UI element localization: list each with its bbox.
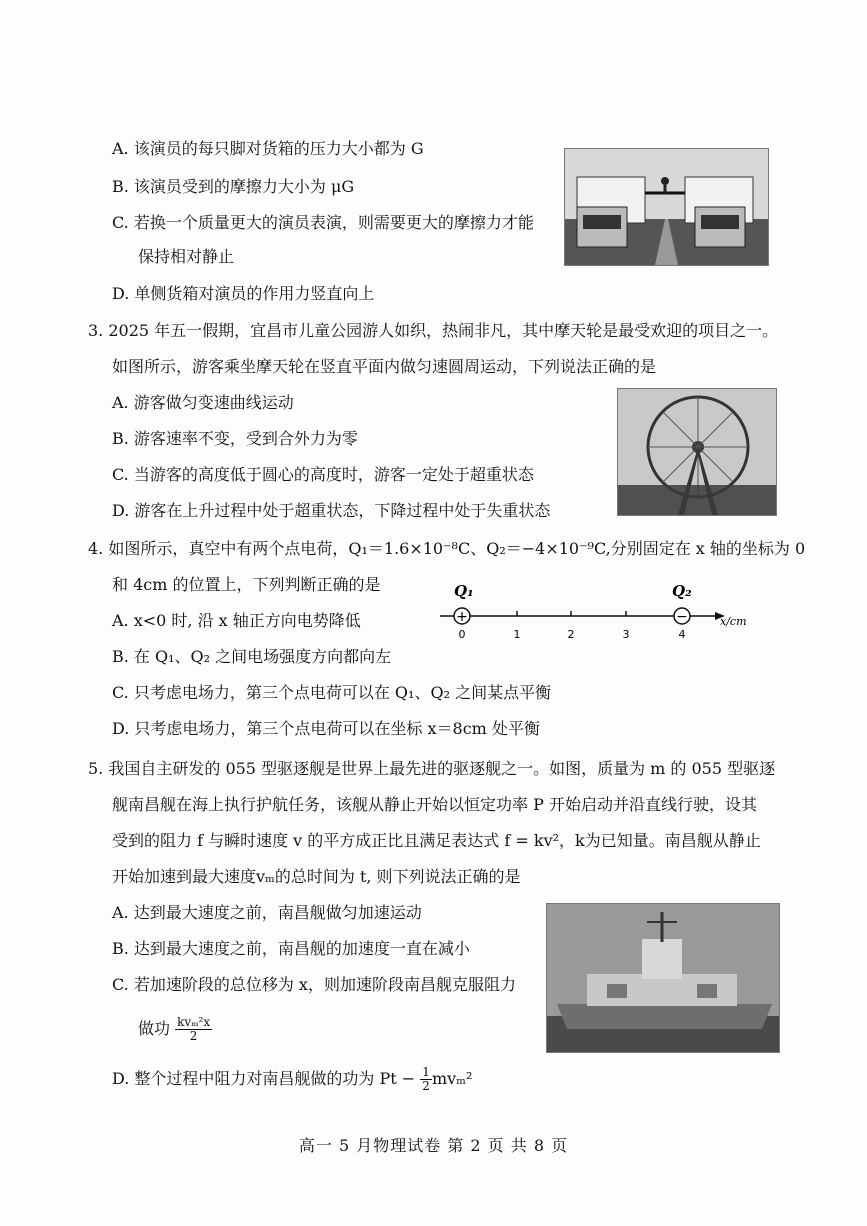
q5-c-prefix: 做功 (138, 1019, 171, 1038)
q5-stem-3: 受到的阻力 f 与瞬时速度 v 的平方成正比且满足表达式 f = kv²，k为已知量。南昌舰从静止 (112, 831, 761, 850)
q3-option-d: D. 游客在上升过程中处于超重状态，下降过程中处于失重状态 (112, 501, 551, 520)
q5-c-numerator: kvₘ²x (177, 1015, 211, 1029)
q5-stem-4: 开始加速到最大速度vₘ的总时间为 t, 则下列说法正确的是 (112, 867, 521, 886)
q5-option-b: B. 达到最大速度之前，南昌舰的加速度一直在减小 (112, 939, 470, 958)
q3-option-a: A. 游客做匀变速曲线运动 (112, 393, 294, 412)
minus-icon: − (676, 609, 688, 625)
axis-label: x/cm (720, 615, 747, 628)
q5-option-a: A. 达到最大速度之前，南昌舰做匀加速运动 (112, 903, 422, 922)
q2-option-d: D. 单侧货箱对演员的作用力竖直向上 (112, 284, 375, 303)
destroyer-photo (546, 903, 780, 1053)
q5-d-suffix: mvₘ² (431, 1069, 473, 1088)
tick-label-0: 0 (458, 628, 466, 641)
q4-stem-2: 和 4cm 的位置上，下列判断正确的是 (112, 575, 381, 594)
q4-option-c: C. 只考虑电场力，第三个点电荷可以在 Q₁、Q₂ 之间某点平衡 (112, 683, 552, 702)
q4-option-a: A. x<0 时, 沿 x 轴正方向电势降低 (112, 611, 361, 630)
q4-option-d: D. 只考虑电场力，第三个点电荷可以在坐标 x＝8cm 处平衡 (112, 719, 540, 738)
q3-option-b: B. 游客速率不变，受到合外力为零 (112, 429, 358, 448)
charge-axis-diagram (430, 578, 770, 652)
q5-option-d (112, 1066, 472, 1093)
page-footer: 高一 5 月物理试卷 第 2 页 共 8 页 (298, 1136, 569, 1155)
q5-d-numerator: 1 (422, 1065, 430, 1079)
q5-stem-1: 5. 我国自主研发的 055 型驱逐舰是世界上最先进的驱逐舰之一。如图，质量为 m 的 055 型驱逐 (88, 759, 776, 778)
tick-label-4: 4 (678, 628, 686, 641)
q1-label: Q₁ (454, 582, 474, 600)
q5-d-prefix: D. 整个过程中阻力对南昌舰做的功为 Pt − (112, 1069, 421, 1088)
plus-icon: + (456, 609, 468, 625)
tick-label-1: 1 (513, 628, 521, 641)
q3-stem-1: 3. 2025 年五一假期，宜昌市儿童公园游人如织，热闹非凡，其中摩天轮是最受欢迎的项目之一。 (88, 321, 779, 340)
tick-label-3: 3 (622, 628, 630, 641)
q3-stem-2: 如图所示，游客乘坐摩天轮在竖直平面内做匀速圆周运动，下列说法正确的是 (112, 357, 657, 376)
q2-label: Q₂ (672, 582, 692, 600)
q5-option-c-cont (138, 1016, 212, 1043)
q5-option-c: C. 若加速阶段的总位移为 x，则加速阶段南昌舰克服阻力 (112, 975, 516, 994)
q5-c-denominator: 2 (189, 1029, 198, 1043)
tick-label-2: 2 (567, 628, 575, 641)
q4-option-b: B. 在 Q₁、Q₂ 之间电场强度方向都向左 (112, 647, 392, 666)
q5-d-denominator: 2 (422, 1079, 430, 1093)
ferris-wheel-photo (617, 388, 777, 516)
q3-option-c: C. 当游客的高度低于圆心的高度时，游客一定处于超重状态 (112, 465, 534, 484)
q2-option-c: C. 若换一个质量更大的演员表演，则需要更大的摩擦力才能 (112, 213, 534, 232)
trucks-photo (564, 148, 769, 266)
q2-option-a: A. 该演员的每只脚对货箱的压力大小都为 G (112, 139, 424, 158)
q2-option-b: B. 该演员受到的摩擦力大小为 μG (112, 177, 355, 196)
q5-c-fraction (175, 1016, 212, 1043)
q2-option-c-cont: 保持相对静止 (138, 247, 235, 266)
q5-stem-2: 舰南昌舰在海上执行护航任务，该舰从静止开始以恒定功率 P 开始启动并沿直线行驶，设其 (112, 795, 757, 814)
q5-d-fraction (420, 1066, 432, 1093)
q4-stem-1: 4. 如图所示，真空中有两个点电荷，Q₁＝1.6×10⁻⁸C、Q₂＝−4×10⁻⁹C,分别固定在 x 轴的坐标为 0 (88, 539, 806, 558)
